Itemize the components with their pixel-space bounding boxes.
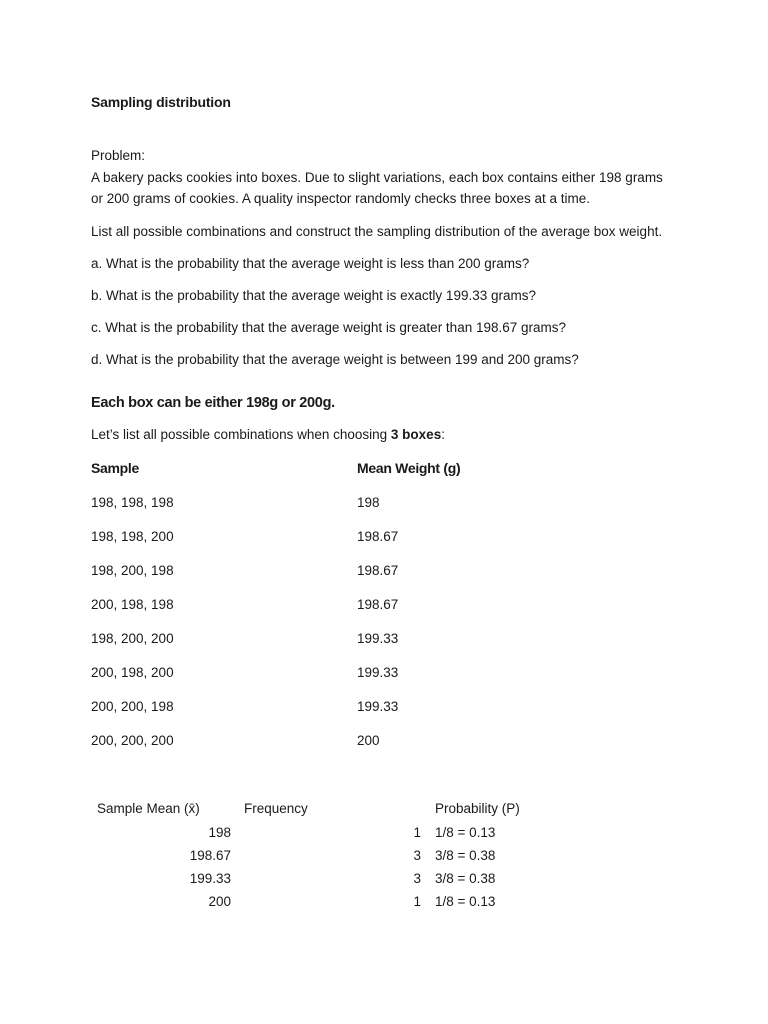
freq-header-mean: Sample Mean (x̄)	[97, 801, 200, 816]
section-heading: Each box can be either 198g or 200g.	[91, 395, 335, 411]
table-row-sample: 200, 200, 198	[91, 699, 174, 714]
question-c: c. What is the probability that the average weight is greater than 198.67 grams?	[91, 320, 567, 335]
freq-row-probability: 1/8 = 0.13	[435, 825, 496, 840]
question-d: d. What is the probability that the average weight is between 199 and 200 grams?	[91, 352, 579, 367]
freq-row-mean: 199.33	[189, 871, 231, 886]
freq-row-probability: 1/8 = 0.13	[435, 894, 496, 909]
table-row-sample: 200, 198, 200	[91, 665, 174, 680]
combo-intro-bold: 3 boxes	[390, 427, 442, 442]
table-row-mean: 199.33	[357, 699, 399, 714]
table-row-sample: 198, 200, 198	[91, 563, 174, 578]
problem-text-line1: A bakery packs cookies into boxes. Due to slight variations, each box contains either 198 grams	[91, 170, 663, 185]
freq-row-probability: 3/8 = 0.38	[435, 848, 496, 863]
table-row-mean: 198.67	[357, 597, 399, 612]
table-row-sample: 200, 198, 198	[91, 597, 174, 612]
freq-row-mean: 198	[208, 825, 231, 840]
table-row-mean: 200	[357, 733, 380, 748]
question-b: b. What is the probability that the average weight is exactly 199.33 grams?	[91, 288, 536, 303]
table-row-mean: 198.67	[357, 529, 399, 544]
table-row-mean: 199.33	[357, 631, 399, 646]
samples-header-sample: Sample	[91, 460, 139, 476]
problem-label: Problem:	[91, 148, 146, 163]
combo-intro	[91, 427, 445, 442]
table-row-mean: 198	[357, 495, 380, 510]
table-row-sample: 198, 198, 198	[91, 495, 174, 510]
table-row-sample: 198, 198, 200	[91, 529, 174, 544]
freq-row-frequency: 3	[413, 871, 421, 886]
table-row-mean: 199.33	[357, 665, 399, 680]
table-row-sample: 200, 200, 200	[91, 733, 174, 748]
problem-text-line2: or 200 grams of cookies. A quality inspector randomly checks three boxes at a time.	[91, 191, 590, 206]
combo-intro-prefix: Let’s list all possible combinations when choosing	[91, 427, 391, 442]
table-row-sample: 198, 200, 200	[91, 631, 174, 646]
freq-header-probability: Probability (P)	[435, 801, 520, 816]
samples-header-mean: Mean Weight (g)	[357, 460, 461, 476]
page-title: Sampling distribution	[91, 94, 231, 110]
freq-header-frequency: Frequency	[244, 801, 308, 816]
freq-row-frequency: 1	[413, 894, 421, 909]
table-row-mean: 198.67	[357, 563, 399, 578]
combo-intro-suffix: :	[441, 427, 445, 442]
freq-row-mean: 200	[208, 894, 231, 909]
freq-row-frequency: 1	[413, 825, 421, 840]
freq-row-probability: 3/8 = 0.38	[435, 871, 496, 886]
freq-row-mean: 198.67	[189, 848, 231, 863]
freq-row-frequency: 3	[413, 848, 421, 863]
question-a: a. What is the probability that the average weight is less than 200 grams?	[91, 256, 530, 271]
instruction-text: List all possible combinations and construct the sampling distribution of the average box weight.	[91, 224, 663, 239]
